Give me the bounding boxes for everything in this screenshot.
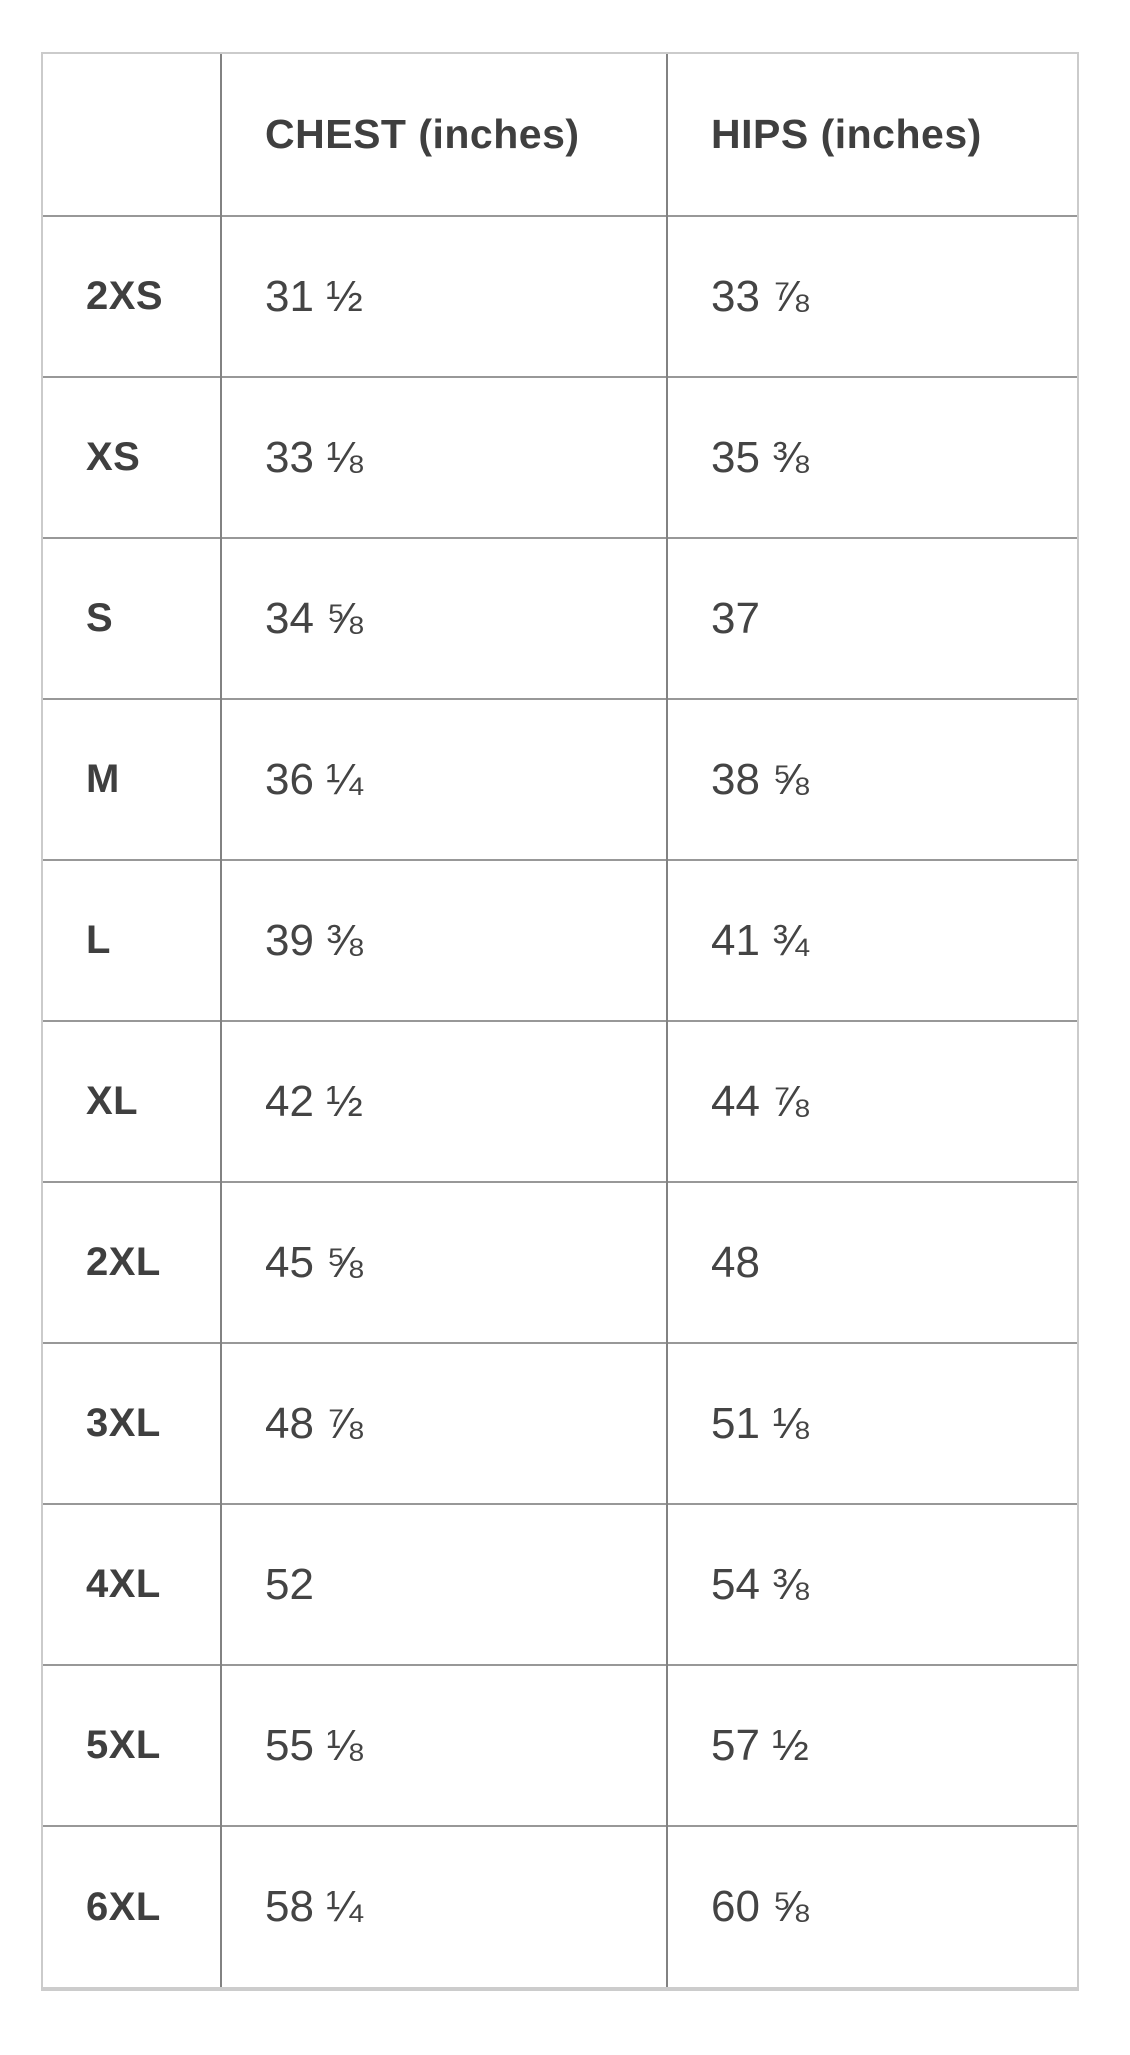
table-row [43,1343,1077,1504]
table-row [43,538,1077,699]
hips-value: 48 [667,1182,1077,1343]
hips-value: 38 ⅝ [667,699,1077,860]
table-row [43,377,1077,538]
chest-value: 36 ¼ [221,699,667,860]
column-header-hips: HIPS (inches) [667,54,1077,216]
table-header [43,54,1077,216]
hips-value: 51 ⅛ [667,1343,1077,1504]
size-label: M [43,699,221,860]
size-chart-table [43,54,1077,1987]
table-row [43,1826,1077,1987]
size-label: 6XL [43,1826,221,1987]
table-row [43,860,1077,1021]
table-row [43,699,1077,860]
size-label: XS [43,377,221,538]
chest-value: 52 [221,1504,667,1665]
size-label: 5XL [43,1665,221,1826]
size-label: 3XL [43,1343,221,1504]
table-row [43,1182,1077,1343]
hips-value: 41 ¾ [667,860,1077,1021]
chest-value: 39 ⅜ [221,860,667,1021]
corner-cell [43,54,221,216]
hips-value: 35 ⅜ [667,377,1077,538]
chest-value: 58 ¼ [221,1826,667,1987]
chest-value: 48 ⅞ [221,1343,667,1504]
size-label: L [43,860,221,1021]
hips-value: 54 ⅜ [667,1504,1077,1665]
hips-value: 37 [667,538,1077,699]
hips-value: 33 ⅞ [667,216,1077,377]
table-row [43,1021,1077,1182]
table-row [43,1665,1077,1826]
table-body [43,216,1077,1987]
size-label: S [43,538,221,699]
chest-value: 34 ⅝ [221,538,667,699]
size-label: XL [43,1021,221,1182]
size-label: 2XL [43,1182,221,1343]
size-label: 2XS [43,216,221,377]
size-chart [41,52,1079,1991]
table-row [43,216,1077,377]
chest-value: 55 ⅛ [221,1665,667,1826]
hips-value: 44 ⅞ [667,1021,1077,1182]
chest-value: 45 ⅝ [221,1182,667,1343]
chest-value: 42 ½ [221,1021,667,1182]
table-row [43,1504,1077,1665]
hips-value: 57 ½ [667,1665,1077,1826]
chest-value: 31 ½ [221,216,667,377]
hips-value: 60 ⅝ [667,1826,1077,1987]
header-row [43,54,1077,216]
chest-value: 33 ⅛ [221,377,667,538]
column-header-chest: CHEST (inches) [221,54,667,216]
size-label: 4XL [43,1504,221,1665]
